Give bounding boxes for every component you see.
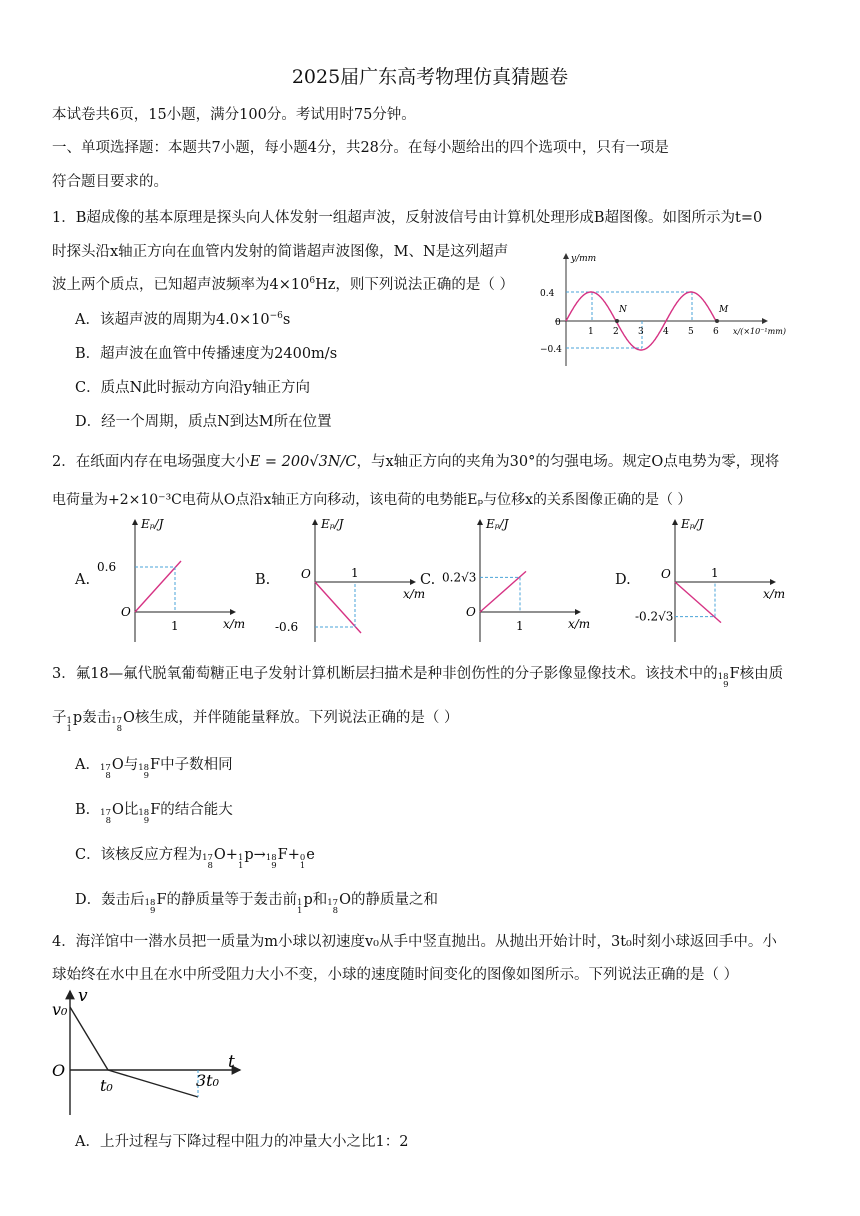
q1-xlabel: x/(×10⁻¹mm) bbox=[733, 327, 786, 336]
q1-point-n bbox=[615, 319, 619, 323]
q2-field-value: E = 200√3N/C bbox=[249, 454, 357, 470]
q2-ylabel: Eₚ/J bbox=[681, 517, 704, 531]
q2-graph-c bbox=[440, 512, 620, 647]
q3-option-c: C．该核反应方程为 17 8 O+ 1 1 p→ 18 9 F+ 0 1 e bbox=[75, 847, 315, 871]
q1-xtick: 4 bbox=[663, 327, 669, 337]
q2-xtick: 1 bbox=[351, 566, 359, 580]
q2-origin: O bbox=[301, 567, 311, 581]
q1-label-n: N bbox=[619, 305, 627, 315]
q1-xtick: 2 bbox=[613, 327, 619, 337]
q4-option-a: A．上升过程与下降过程中阻力的冲量大小之比1：2 bbox=[75, 1134, 409, 1150]
q4-v0-label: v₀ bbox=[52, 1000, 68, 1019]
q1-xtick: 6 bbox=[713, 327, 719, 337]
q1-ylabel: y/mm bbox=[571, 254, 597, 264]
q1-label-m: M bbox=[719, 305, 729, 315]
q1-stem-line2: 时探头沿x轴正方向在血管内发射的简谐超声波图像，M、N是这列超声 bbox=[52, 244, 509, 260]
q2-stem-line1: 2．在纸面内存在电场强度大小E = 200√3N/C，与x轴正方向的夹角为30°的匀强电场。规定O点电势为零，现将 bbox=[52, 454, 780, 470]
q2-yvalue: 0.2√3 bbox=[442, 570, 477, 585]
q2-ylabel: Eₚ/J bbox=[321, 517, 344, 531]
q2-option-b-label: B. bbox=[255, 572, 271, 588]
q1-xtick: 3 bbox=[638, 327, 644, 337]
q2-stem-line2: 电荷量为+2×10⁻³C电荷从O点沿x轴正方向移动，该电荷的电势能Eₚ与位移x的关系图像正确的是（ ） bbox=[52, 492, 692, 508]
q4-fall-line bbox=[108, 1070, 198, 1097]
q1-ytick-zero: 0 bbox=[555, 318, 561, 328]
q4-vt-graph bbox=[50, 985, 250, 1125]
q1-wave-graph bbox=[535, 246, 795, 374]
q4-ylabel: v bbox=[78, 986, 88, 1006]
q2-xlabel: x/m bbox=[223, 617, 246, 631]
q1-xtick: 1 bbox=[588, 327, 594, 337]
q2-option-c-label: C. bbox=[420, 572, 436, 588]
q1-point-m bbox=[715, 319, 719, 323]
q1-ytick-bottom: −0.4 bbox=[540, 345, 562, 355]
q2-origin: O bbox=[121, 605, 131, 619]
q2-xlabel: x/m bbox=[763, 587, 786, 601]
q2-yvalue: 0.6 bbox=[97, 560, 117, 574]
q2-xtick: 1 bbox=[516, 619, 524, 633]
q4-stem-line1: 4．海洋馆中一潜水员把一质量为m小球以初速度v₀从手中竖直抛出。从抛出开始计时，3t₀时刻小球返回手中。小 bbox=[52, 934, 777, 950]
q2-ep-line bbox=[315, 582, 361, 633]
q2-xlabel: x/m bbox=[403, 587, 426, 601]
q2-graph-d bbox=[635, 512, 815, 647]
q4-stem-line2: 球始终在水中且在水中所受阻力大小不变，小球的速度随时间变化的图像如图所示。下列说法正确的是（ ） bbox=[52, 967, 739, 983]
q2-option-a-label: A. bbox=[75, 572, 91, 588]
q2-ep-line bbox=[135, 561, 181, 612]
page-title: 2025届广东高考物理仿真猜题卷 bbox=[291, 66, 569, 88]
q2-yvalue: -0.2√3 bbox=[635, 609, 674, 624]
q2-option-d-label: D. bbox=[615, 572, 631, 588]
q2-yvalue: -0.6 bbox=[275, 620, 299, 634]
q2-ylabel: Eₚ/J bbox=[486, 517, 509, 531]
q2-xtick: 1 bbox=[711, 566, 719, 580]
q2-origin: O bbox=[661, 567, 671, 581]
q3-option-b: B． 17 8 O比 18 9 F的结合能大 bbox=[75, 802, 233, 826]
q4-rise-line bbox=[70, 1007, 108, 1070]
q1-stem-line1: 1．B超成像的基本原理是探头向人体发射一组超声波，反射波信号由计算机处理形成B超图像。如图所示为t=0 bbox=[52, 210, 763, 226]
q1-xticks bbox=[588, 327, 719, 337]
exam-intro: 本试卷共6页，15小题，满分100分。考试用时75分钟。 bbox=[52, 107, 416, 123]
q3-option-d: D．轰击后 18 9 F的静质量等于轰击前 1 1 p和 17 8 O的静质量之和 bbox=[75, 892, 438, 916]
q2-origin: O bbox=[466, 605, 476, 619]
q2-xlabel: x/m bbox=[568, 617, 591, 631]
q2-graph-a bbox=[95, 512, 275, 647]
q3-stem-line1: 3．氟18—氟代脱氧葡萄糖正电子发射计算机断层扫描术是种非创伤性的分子影像显像技术。该技术中的 18 9 F核由质 bbox=[52, 666, 784, 690]
q1-stem-line3: 波上两个质点，已知超声波频率为$4\times 10^6Hz$，则下列说法正确的是（ ） bbox=[52, 276, 514, 293]
q4-t0-label: t₀ bbox=[100, 1076, 113, 1095]
q4-origin: O bbox=[52, 1061, 66, 1080]
q1-option-b: B．超声波在血管中传播速度为2400m/s bbox=[75, 346, 338, 362]
q2-xtick: 1 bbox=[171, 619, 179, 633]
q3-stem-line2: 子 1 1 p轰击 17 8 O核生成，并伴随能量释放。下列说法正确的是（ ） bbox=[52, 710, 459, 734]
q3-option-a: A． 17 8 O与 18 9 F中子数相同 bbox=[75, 757, 233, 781]
q2-ylabel: Eₚ/J bbox=[141, 517, 164, 531]
q1-xtick: 5 bbox=[688, 327, 694, 337]
q1-option-a: A．该超声波的周期为$4.0\times 10^{-6}s$ bbox=[75, 311, 291, 328]
q1-option-d: D．经一个周期，质点N到达M所在位置 bbox=[75, 414, 332, 430]
q1-option-c: C．质点N此时振动方向沿y轴正方向 bbox=[75, 380, 310, 396]
q4-xlabel: t bbox=[228, 1052, 235, 1072]
q4-3t0-label: 3t₀ bbox=[196, 1071, 220, 1090]
section1-heading: 一、单项选择题：本题共7小题，每小题4分，共28分。在每小题给出的四个选项中，只有一项是 bbox=[52, 140, 669, 156]
section1-heading-cont: 符合题目要求的。 bbox=[52, 174, 168, 190]
q1-ytick-top: 0.4 bbox=[540, 289, 555, 299]
